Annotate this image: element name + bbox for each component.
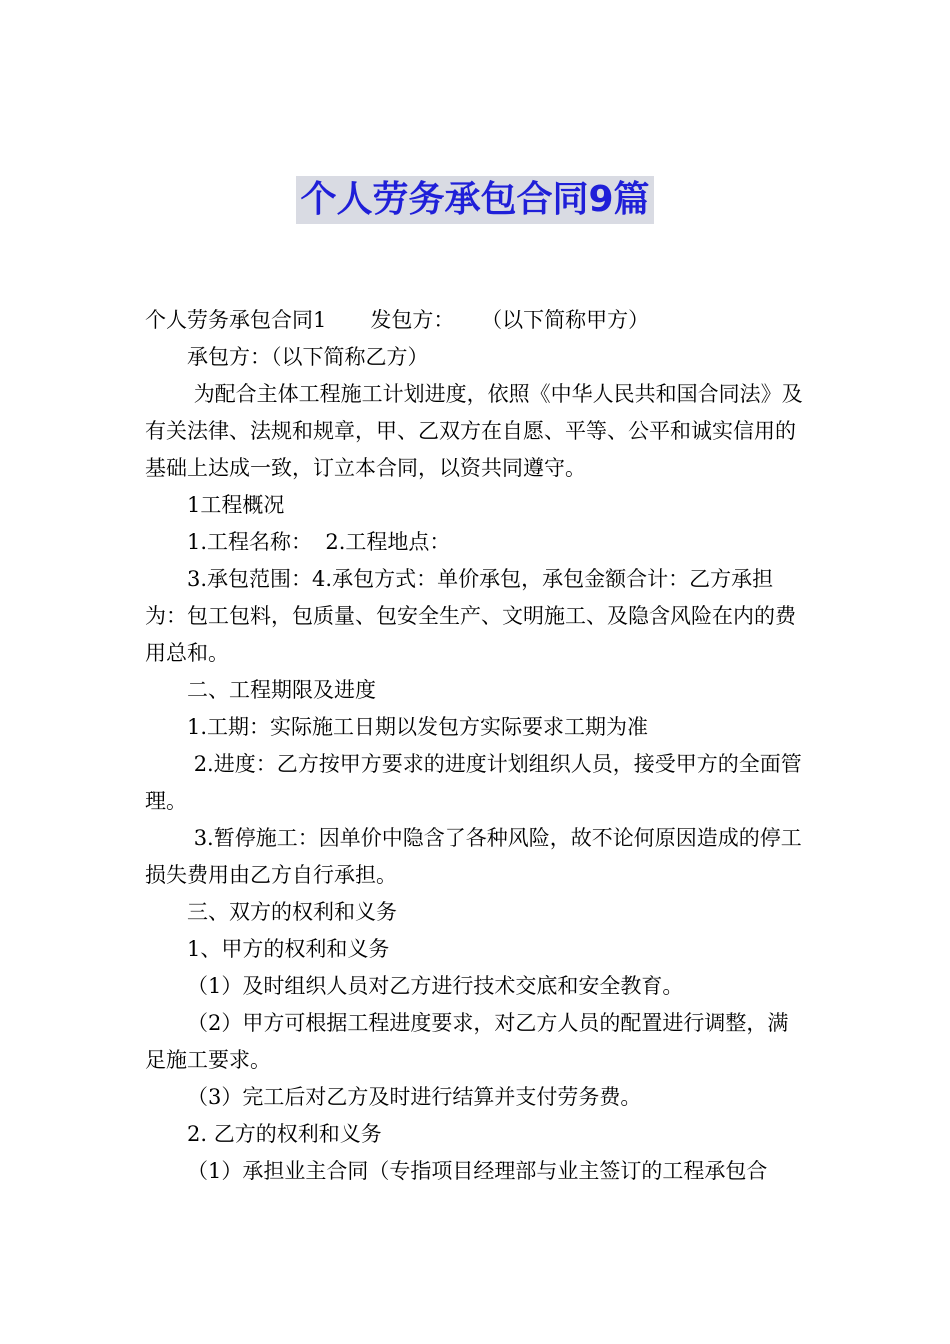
paragraph: 三、双方的权利和义务 xyxy=(187,900,397,924)
title-block xyxy=(0,176,950,224)
paragraph: （2）甲方可根据工程进度要求，对乙方人员的配置进行调整，满足施工要求。 xyxy=(145,1011,789,1072)
paragraph: 二、工程期限及进度 xyxy=(187,678,376,702)
paragraph: 3.暂停施工：因单价中隐含了各种风险，故不论何原因造成的停工损失费用由乙方自行承担。 xyxy=(145,826,802,887)
paragraph: （3）完工后对乙方及时进行结算并支付劳务费。 xyxy=(187,1085,642,1109)
paragraph: 1、甲方的权利和义务 xyxy=(187,937,390,961)
paragraph: 2.进度：乙方按甲方要求的进度计划组织人员，接受甲方的全面管理。 xyxy=(145,752,802,813)
paragraph: 承包方：（以下简称乙方） xyxy=(187,345,429,369)
paragraph: 1.工程名称： 2.工程地点： xyxy=(187,530,451,554)
paragraph: （1）及时组织人员对乙方进行技术交底和安全教育。 xyxy=(187,974,684,998)
paragraph: 3.承包范围：4.承包方式：单价承包，承包金额合计：乙方承担为：包工包料，包质量、包安全生产、文明施工、及隐含风险在内的费用总和。 xyxy=(145,567,796,665)
document-body xyxy=(145,302,809,1190)
first-line xyxy=(145,302,809,339)
paragraph: 1.工期：实际施工日期以发包方实际要求工期为准 xyxy=(187,715,649,739)
paragraph: （1）承担业主合同（专指项目经理部与业主签订的工程承包合 xyxy=(187,1159,768,1183)
contractor-line: 发包方： （以下简称甲方） xyxy=(370,308,650,332)
contract-heading: 个人劳务承包合同1 xyxy=(145,308,327,332)
paragraph: 2. 乙方的权利和义务 xyxy=(187,1122,382,1146)
document-title: 个人劳务承包合同9篇 xyxy=(296,176,653,224)
paragraph: 为配合主体工程施工计划进度，依照《中华人民共和国合同法》及有关法律、法规和规章，甲、乙双方在自愿、平等、公平和诚实信用的基础上达成一致，订立本合同，以资共同遵守。 xyxy=(145,382,803,480)
paragraph: 1工程概况 xyxy=(187,493,285,517)
